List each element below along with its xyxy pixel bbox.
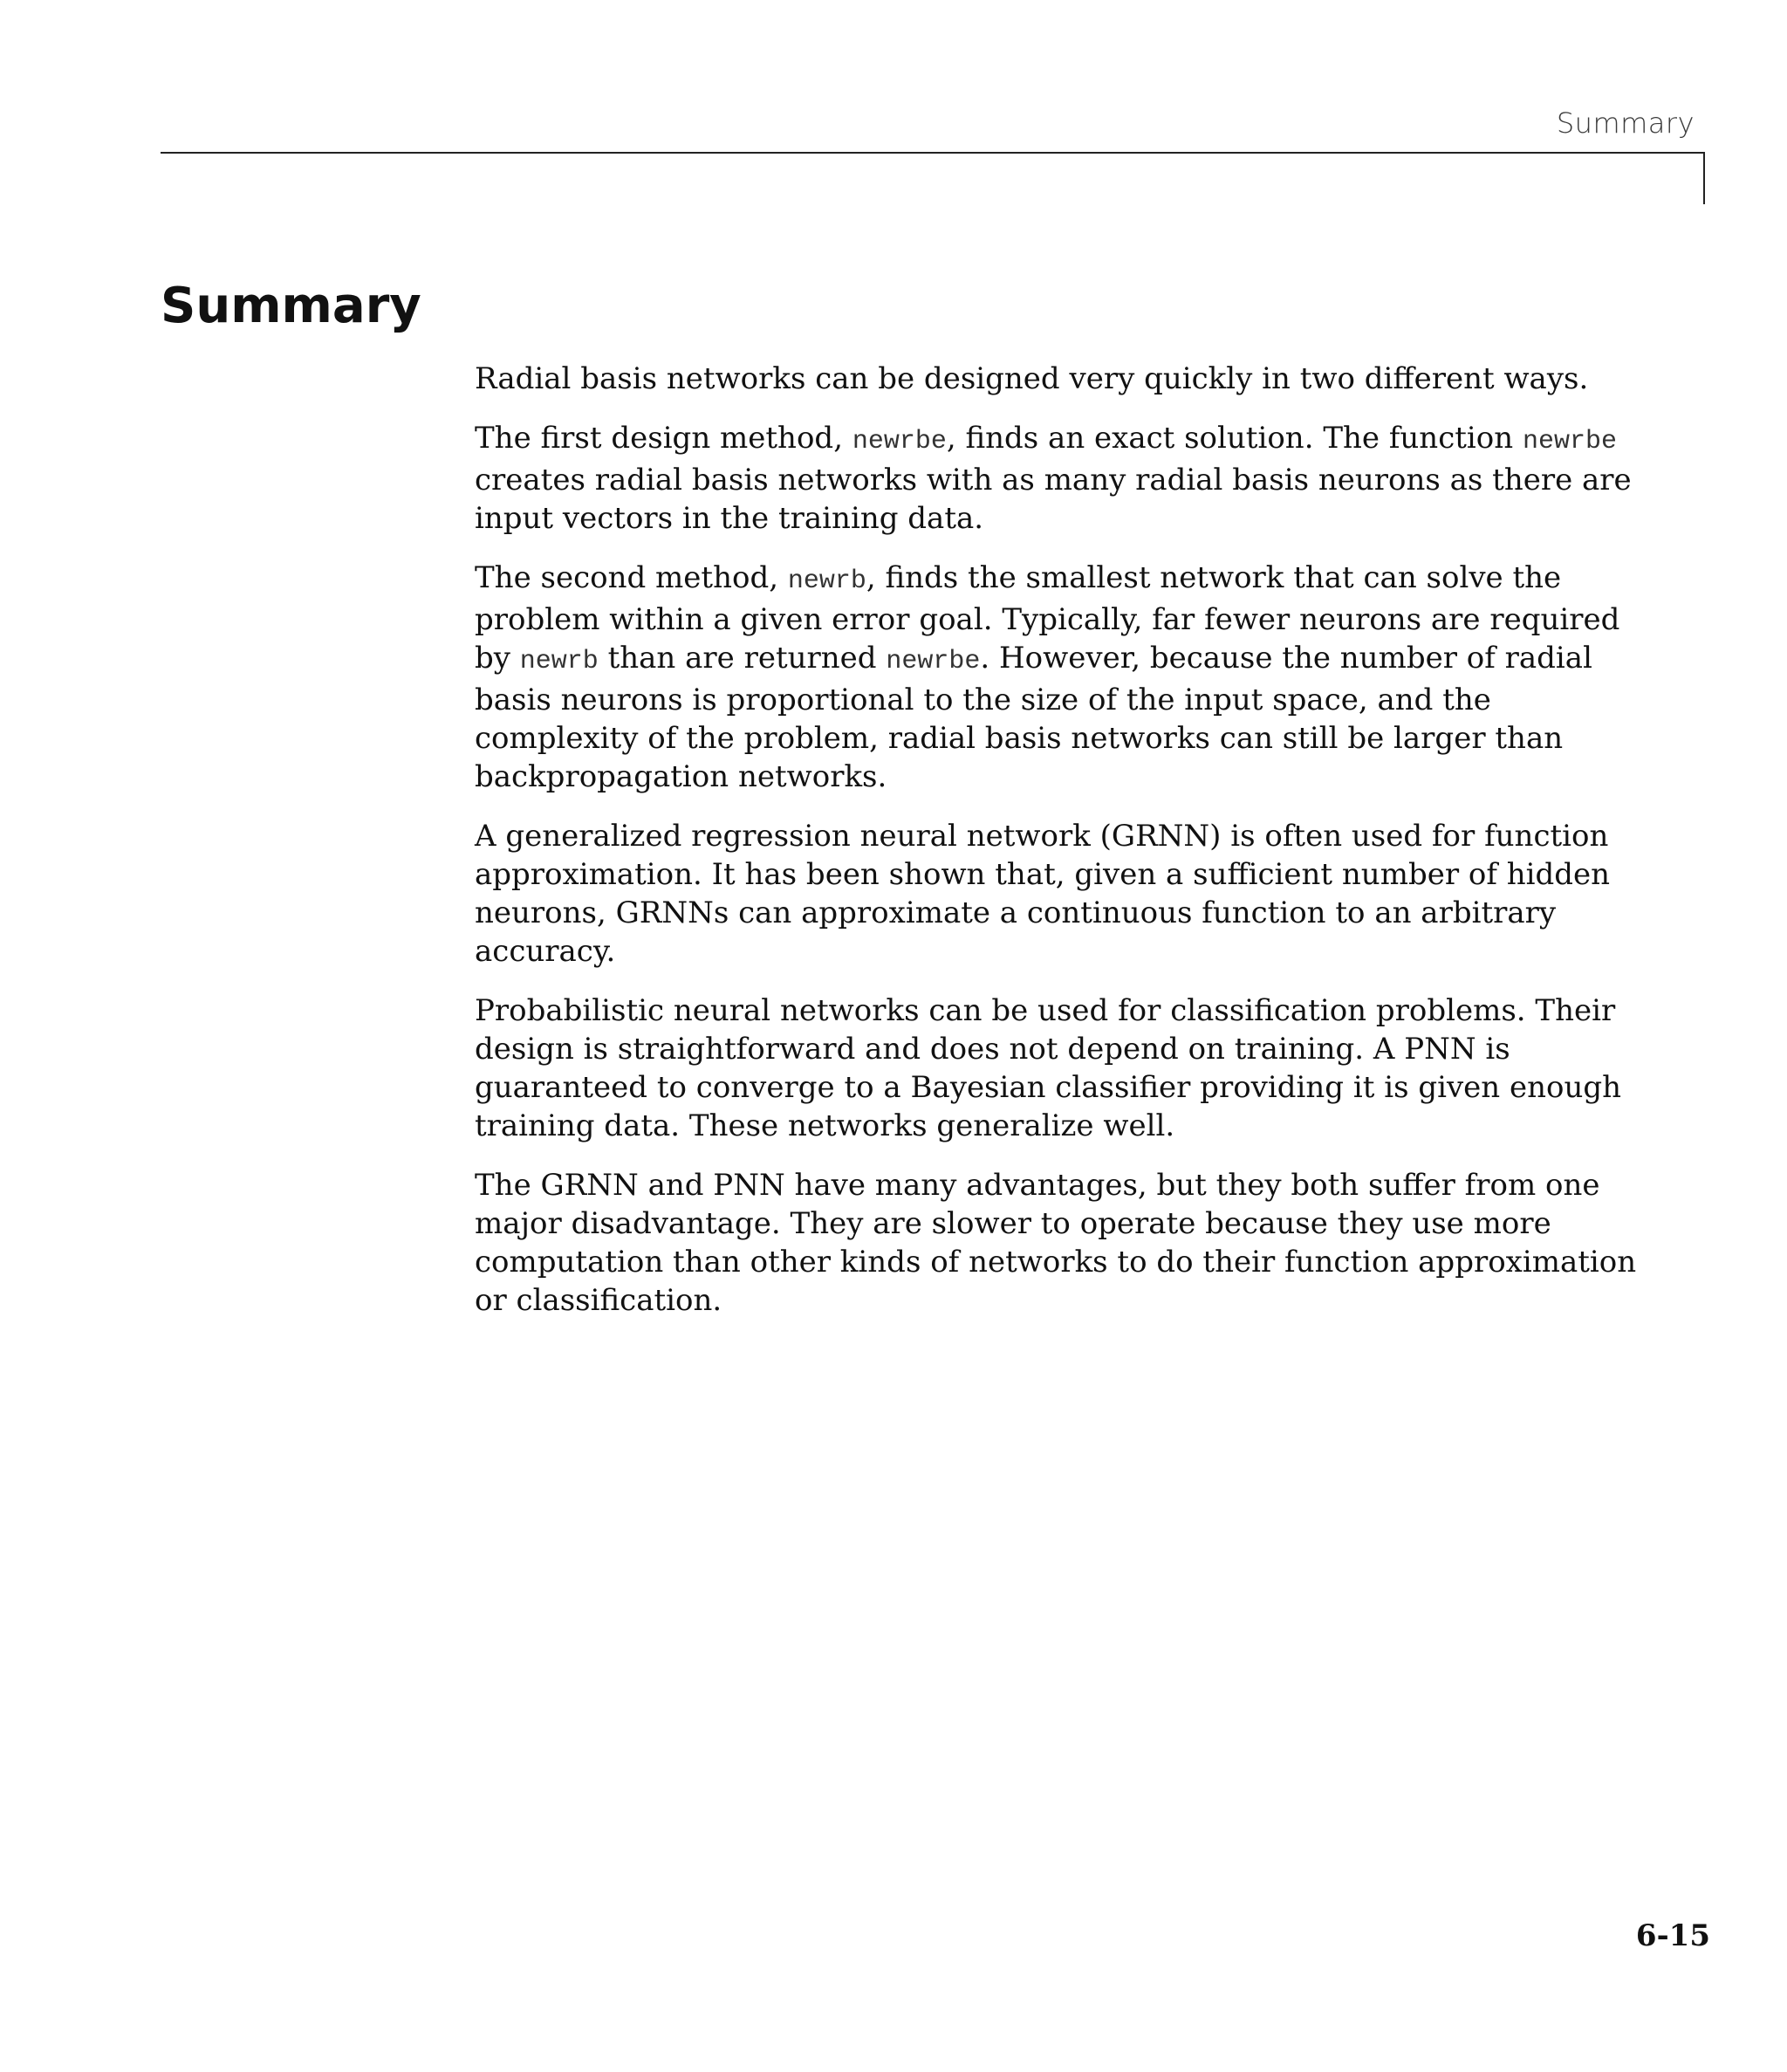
header-rule — [161, 152, 1705, 154]
paragraph-text: The GRNN and PNN have many advantages, but they both suffer from one major disadvantage. They are slower to operate because they use more computation than other kinds of networks to do their function approximation or classification. — [475, 1168, 1637, 1318]
paragraph-newrbe — [475, 419, 1644, 538]
paragraph-text: creates radial basis networks with as many radial basis neurons as there are input vectors in the training data. — [475, 463, 1632, 536]
paragraph-text: The second method, — [475, 560, 788, 595]
paragraph-text: . However, because the number of radial basis neurons is proportional to the size of the input space, and the complexity of the problem, radial basis networks can still be larger than backpropagation networks. — [475, 641, 1592, 794]
header-corner-tick — [1703, 152, 1705, 204]
paragraph-text: Radial basis networks can be designed very quickly in two different ways. — [475, 361, 1589, 396]
code-newrbe: newrbe — [1522, 427, 1617, 456]
code-newrb: newrb — [787, 566, 866, 596]
page-number: 6-15 — [1635, 1918, 1710, 1953]
paragraph-grnn — [475, 817, 1644, 971]
paragraph-newrb — [475, 559, 1644, 796]
paragraph-text: , finds the smallest network that can solve the problem within a given error goal. Typically, far fewer neurons are required by — [475, 560, 1620, 676]
paragraph-text: A generalized regression neural network (GRNN) is often used for function approximation. It has been shown that, given a sufficient number of hidden neurons, GRNNs can approximate a continuous function to an arbitrary accuracy. — [475, 819, 1611, 969]
code-newrb: newrb — [519, 647, 599, 676]
section-title: Summary — [161, 278, 421, 334]
paragraph-text: Probabilistic neural networks can be used for classification problems. Their design is straightforward and does not depend on training. A PNN is guaranteed to converge to a Bayesian classifier providing it is given enough training data. These networks generalize well. — [475, 993, 1622, 1143]
paragraph-pnn — [475, 991, 1644, 1145]
running-header-title: Summary — [1556, 106, 1695, 140]
paragraph-design-ways — [475, 360, 1644, 398]
body-text — [475, 360, 1644, 1341]
code-newrbe: newrbe — [886, 647, 981, 676]
paragraph-disadvantages — [475, 1166, 1644, 1320]
paragraph-text: The first design method, — [475, 421, 852, 456]
paragraph-text: than are returned — [598, 641, 887, 676]
code-newrbe: newrbe — [852, 427, 947, 456]
paragraph-text: , finds an exact solution. The function — [946, 421, 1523, 456]
